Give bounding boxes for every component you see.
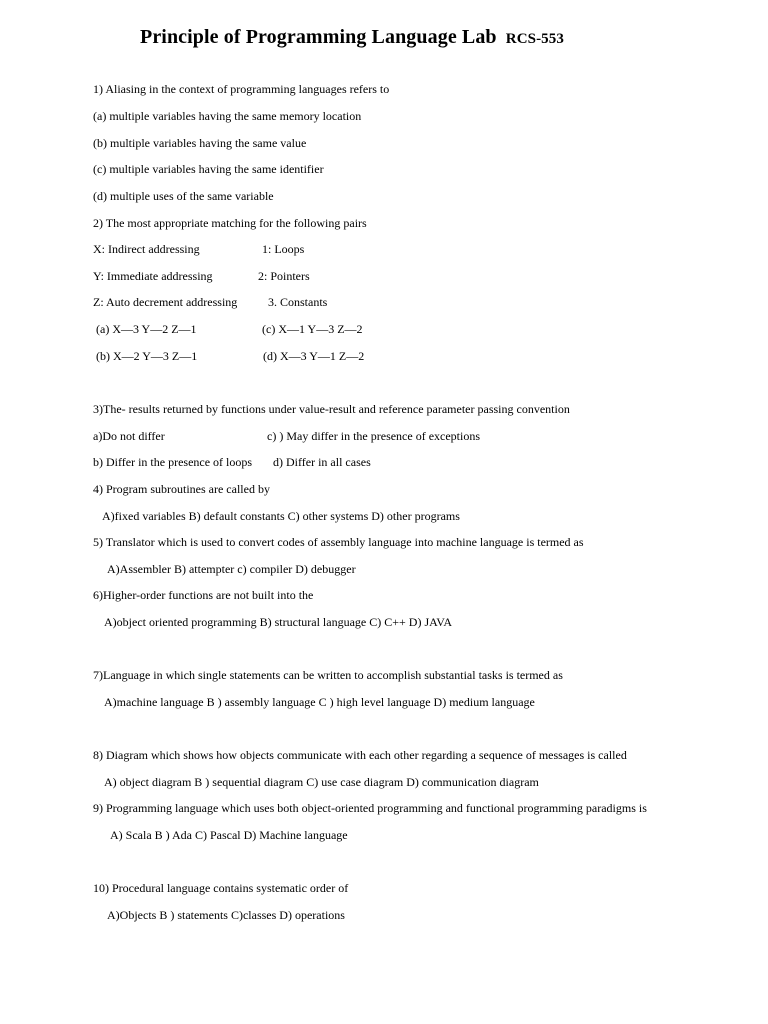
q2-option-c: (c) X—1 Y—3 Z—2 xyxy=(262,322,363,336)
q1-option-c: (c) multiple variables having the same identifier xyxy=(93,162,324,176)
q7-stem: 7)Language in which single statements can be written to accomplish substantial tasks is termed as xyxy=(93,668,563,682)
q8-stem: 8) Diagram which shows how objects communicate with each other regarding a sequence of messages is called xyxy=(93,748,627,762)
course-code: RCS-553 xyxy=(505,31,564,47)
q10-stem: 10) Procedural language contains systematic order of xyxy=(93,881,349,895)
q2-options-row-1 xyxy=(96,322,363,336)
q2-z-right: 3. Constants xyxy=(268,295,328,309)
q2-x-right: 1: Loops xyxy=(262,242,305,256)
q2-y-left: Y: Immediate addressing xyxy=(93,269,213,283)
q2-x-left: X: Indirect addressing xyxy=(93,242,200,256)
q5-options: A)Assembler B) attempter c) compiler D) debugger xyxy=(107,562,356,576)
q2-option-a: (a) X—3 Y—2 Z—1 xyxy=(96,322,197,336)
q9-options: A) Scala B ) Ada C) Pascal D) Machine language xyxy=(110,828,348,842)
q3-options-row-2 xyxy=(93,455,371,469)
q2-y-right: 2: Pointers xyxy=(258,269,310,283)
q2-pair-y xyxy=(93,269,310,283)
q2-options-row-2 xyxy=(96,349,365,363)
q2-pair-z xyxy=(93,295,328,309)
q2-option-d: (d) X—3 Y—1 Z—2 xyxy=(263,349,365,363)
page-title-text: Principle of Programming Language Lab xyxy=(140,26,497,48)
q1-option-d: (d) multiple uses of the same variable xyxy=(93,189,274,203)
q2-pair-x xyxy=(93,242,305,256)
q2-z-left: Z: Auto decrement addressing xyxy=(93,295,238,309)
q1-option-b: (b) multiple variables having the same value xyxy=(93,136,307,150)
q2-stem: 2) The most appropriate matching for the following pairs xyxy=(93,216,367,230)
q6-options: A)object oriented programming B) structural language C) C++ D) JAVA xyxy=(104,615,453,629)
q1-option-a: (a) multiple variables having the same memory location xyxy=(93,109,362,123)
q3-options-row-1 xyxy=(93,429,481,443)
q3-option-d: d) Differ in all cases xyxy=(273,455,371,469)
q3-option-a: a)Do not differ xyxy=(93,429,165,443)
q3-option-c: c) ) May differ in the presence of exceptions xyxy=(267,429,481,443)
q5-stem: 5) Translator which is used to convert codes of assembly language into machine language is termed as xyxy=(93,535,584,549)
q8-options: A) object diagram B ) sequential diagram C) use case diagram D) communication diagram xyxy=(104,775,539,789)
q7-options: A)machine language B ) assembly language C ) high level language D) medium language xyxy=(104,695,535,709)
q6-stem: 6)Higher-order functions are not built into the xyxy=(93,588,314,602)
q2-option-b: (b) X—2 Y—3 Z—1 xyxy=(96,349,198,363)
q9-stem: 9) Programming language which uses both object-oriented programming and functional programming paradigms is xyxy=(93,801,647,815)
q4-stem: 4) Program subroutines are called by xyxy=(93,482,270,496)
q3-option-b: b) Differ in the presence of loops xyxy=(93,455,253,469)
q1-stem: 1) Aliasing in the context of programming languages refers to xyxy=(93,82,390,96)
q4-options: A)fixed variables B) default constants C) other systems D) other programs xyxy=(102,509,460,523)
page-title xyxy=(140,26,564,49)
q10-options: A)Objects B ) statements C)classes D) operations xyxy=(107,908,345,922)
q3-stem: 3)The- results returned by functions under value-result and reference parameter passing convention xyxy=(93,402,570,416)
